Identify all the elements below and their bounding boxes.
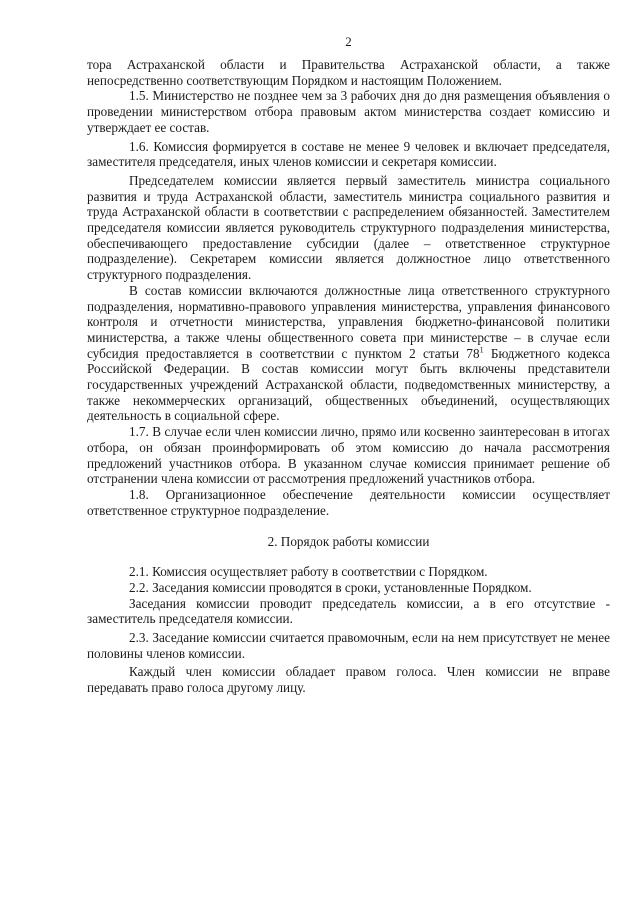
paragraph-composition: [87, 283, 610, 424]
paragraph-1-8: 1.8. Организационное обеспечение деятельности комиссии осуществляет ответственное структурное подразделение.: [87, 486, 610, 518]
footnote-superscript: 1: [479, 345, 484, 355]
section-heading: 2. Порядок работы комиссии: [267, 534, 430, 550]
paragraph-2-3: 2.3. Заседание комиссии считается правомочным, если на нем присутствует не менее половины членов комиссии.: [87, 629, 610, 661]
page-number: 2: [345, 34, 352, 49]
paragraph-continuation: тора Астраханской области и Правительства Астраханской области, а также непосредственно соответствующим Порядком и настоящим Положением.: [87, 57, 610, 88]
paragraph-chairman: Председателем комиссии является первый заместитель министра социального развития и труда Астраханской области, заместитель министра социального развития и труда Астраханской области в соответствии с распределением обязанностей. Заместителем председателя комиссии является руководитель структурного подразделения министерства, обеспечивающего предоставление субсидии (далее – ответственное структурное подразделение). Секретарем комиссии является должностное лицо ответственного структурного подразделения.: [87, 172, 610, 283]
paragraph-1-5: 1.5. Министерство не позднее чем за 3 рабочих дня до дня размещения объявления о проведении министерством отбора правовым актом министерства создает комиссию и утверждает ее состав.: [87, 88, 610, 135]
composition-text-end: Бюджетного кодекса Российской Федерации. В состав комиссии могут быть включены представители государственных учреждений Астраханской области, подведомственных министерству, а также некоммерческих организаций, общественных объединений, осуществляющих деятельность в социальной сфере.: [87, 345, 610, 424]
paragraph-2-2: 2.2. Заседания комиссии проводятся в сроки, установленные Порядком.: [129, 579, 532, 595]
paragraph-voting: Каждый член комиссии обладает правом голоса. Член комиссии не вправе передавать право голоса другому лицу.: [87, 664, 610, 696]
paragraph-meetings: Заседания комиссии проводит председатель комиссии, а в его отсутствие - заместитель председателя комиссии.: [87, 595, 610, 627]
composition-text-start: В состав комиссии включаются должностные лица ответственного структурного подразделения, нормативно-правового управления министерства, управления финансового контроля и отчетности министерства, управления бюджетно-финансовой политики министерства, а также члены общественного совета при министерстве – в случае если субсидия предоставляется в соответствии с пунктом 2 статьи 78: [87, 282, 610, 361]
paragraph-1-6: 1.6. Комиссия формируется в составе не менее 9 человек и включает председателя, заместителя председателя, иных членов комиссии и секретаря комиссии.: [87, 138, 610, 170]
paragraph-1-7: 1.7. В случае если член комиссии лично, прямо или косвенно заинтересован в итогах отбора, он обязан проинформировать об этом комиссию до начала рассмотрения предложений участников отбора. В указанном случае комиссия принимает решение об отстранении члена комиссии от рассмотрения предложений участников отбора.: [87, 424, 610, 487]
paragraph-2-1: 2.1. Комиссия осуществляет работу в соответствии с Порядком.: [129, 564, 488, 580]
